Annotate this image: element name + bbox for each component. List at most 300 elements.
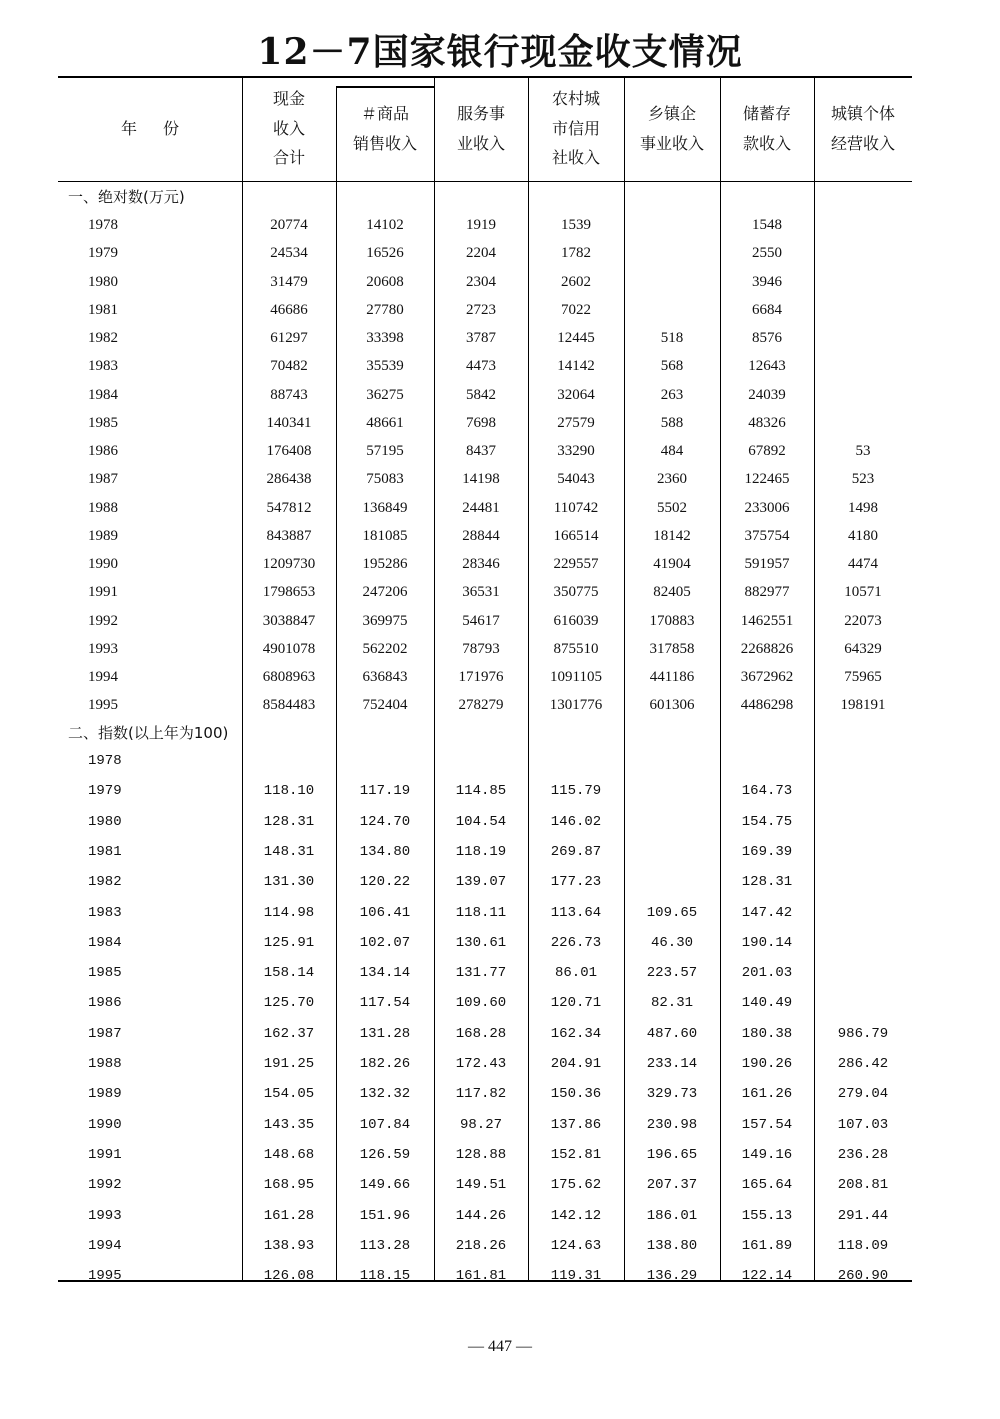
table-cell: 117.54 [359, 995, 411, 1012]
table-cell [814, 352, 912, 380]
table-cell: 1919 [466, 217, 496, 233]
table-cell: 131.28 [359, 1025, 411, 1042]
column-header [528, 76, 624, 181]
table-cell: 2268826 [740, 640, 794, 657]
header-year-char: 年 [120, 118, 137, 138]
header-year [58, 76, 242, 181]
row-year: 1981 [88, 843, 122, 860]
table-cell: 1301776 [549, 697, 603, 714]
table-cell: 201.03 [741, 965, 793, 982]
table-cell [624, 211, 720, 239]
table-cell: 8437 [466, 443, 496, 459]
table-cell: 168.28 [455, 1025, 507, 1042]
table-cell: 170883 [649, 612, 695, 629]
table-cell: 1798653 [262, 584, 316, 601]
column-header [434, 76, 528, 181]
table-cell: 190.14 [741, 934, 793, 951]
column-header [336, 76, 434, 181]
table-cell: 3038847 [262, 612, 316, 629]
table-cell: 149.51 [455, 1177, 507, 1194]
table-cell: 33290 [557, 443, 595, 459]
table-row [58, 1171, 912, 1199]
table-cell: 591957 [744, 556, 790, 572]
table-cell [624, 868, 720, 896]
table-cell: 601306 [649, 697, 695, 714]
table-cell: 875510 [553, 640, 599, 657]
table-cell: 166514 [553, 527, 599, 544]
table-cell: 2304 [466, 273, 496, 290]
table-cell: 8584483 [262, 697, 316, 714]
table-cell: 46.30 [650, 934, 693, 951]
table-cell: 67892 [748, 443, 786, 459]
table-cell: 5842 [466, 386, 496, 403]
table-cell: 1539 [561, 217, 591, 233]
table-cell: 125.70 [263, 995, 315, 1012]
table-row [58, 296, 912, 324]
table-cell: 375754 [744, 527, 790, 544]
table-cell: 175.62 [550, 1177, 602, 1194]
cash-table [58, 76, 912, 1285]
table-cell: 24039 [748, 386, 786, 403]
table-cell: 487.60 [646, 1025, 698, 1042]
table-cell: 122.14 [741, 1268, 793, 1285]
table-cell: 286438 [266, 471, 312, 488]
row-year: 1989 [88, 1086, 122, 1103]
table-row [58, 1232, 912, 1260]
table-cell: 146.02 [550, 813, 602, 830]
table-cell: 143.35 [263, 1116, 315, 1133]
column-header-line: 储蓄存 [742, 103, 791, 123]
table-cell: 119.31 [550, 1268, 602, 1285]
table-cell: 2550 [752, 245, 782, 262]
table-cell: 128.31 [263, 813, 315, 830]
table-cell: 57195 [366, 443, 404, 459]
table-cell: 2602 [561, 273, 591, 290]
table-cell: 148.31 [263, 843, 315, 860]
table-cell [814, 959, 912, 987]
column-header-line: 销售收入 [352, 133, 417, 153]
column-header-line: 服务事 [456, 103, 505, 123]
table-cell: 48326 [748, 414, 786, 431]
table-cell: 98.27 [459, 1116, 502, 1133]
table-cell: 562202 [362, 640, 408, 657]
table-cell: 48661 [366, 414, 404, 431]
table-cell: 124.63 [550, 1237, 602, 1254]
table-cell: 18142 [653, 527, 691, 544]
row-year: 1990 [88, 556, 118, 572]
table-cell: 41904 [653, 556, 691, 572]
table-cell: 36531 [462, 584, 500, 601]
table-cell: 164.73 [741, 783, 793, 800]
table-cell: 27579 [557, 414, 595, 431]
table-cell: 126.59 [359, 1146, 411, 1163]
table-row [58, 578, 912, 606]
table-cell: 176408 [266, 443, 312, 459]
table-cell: 22073 [844, 612, 882, 629]
table-cell: 109.65 [646, 904, 698, 921]
table-cell [336, 747, 434, 775]
table-cell: 317858 [649, 640, 695, 657]
table-cell [814, 747, 912, 775]
table-cell: 161.26 [741, 1086, 793, 1103]
table-cell: 122465 [744, 471, 790, 488]
table-cell: 113.28 [359, 1237, 411, 1254]
table-cell: 149.66 [359, 1177, 411, 1194]
table-cell: 12643 [748, 358, 786, 375]
table-cell: 177.23 [550, 874, 602, 891]
table-cell: 137.86 [550, 1116, 602, 1133]
table-cell: 16526 [366, 245, 404, 262]
table-cell: 1782 [561, 245, 591, 262]
table-row [58, 352, 912, 380]
table-cell: 3672962 [740, 669, 794, 685]
table-cell: 118.19 [455, 843, 507, 860]
table-cell: 181085 [362, 527, 408, 544]
table-cell: 2360 [657, 471, 687, 488]
table-cell: 269.87 [550, 843, 602, 860]
table-row [58, 1111, 912, 1139]
table-cell: 2204 [466, 245, 496, 262]
row-year: 1980 [88, 273, 118, 290]
table-row [58, 1050, 912, 1078]
section-label: 二、指数(以上年为100) [68, 724, 229, 742]
table-cell: 114.85 [455, 783, 507, 800]
table-cell: 2723 [466, 301, 496, 318]
table-cell: 1498 [848, 499, 878, 516]
table-cell: 180.38 [741, 1025, 793, 1042]
table-cell: 24534 [270, 245, 308, 262]
table-cell: 247206 [362, 584, 408, 601]
table-cell: 4901078 [262, 640, 316, 657]
row-year: 1984 [88, 934, 122, 951]
table-cell: 106.41 [359, 904, 411, 921]
table-cell [624, 808, 720, 836]
column-header-line: 业收入 [456, 133, 505, 153]
table-cell [242, 747, 336, 775]
row-year: 1981 [88, 301, 118, 318]
table-cell: 190.26 [741, 1056, 793, 1072]
table-cell: 169.39 [741, 843, 793, 860]
column-header-line: 款收入 [742, 133, 791, 153]
table-cell: 147.42 [741, 904, 793, 921]
row-year: 1978 [88, 753, 122, 769]
row-year: 1995 [88, 1268, 122, 1285]
table-cell: 130.61 [455, 934, 507, 951]
row-year: 1993 [88, 640, 118, 657]
table-cell: 1091105 [550, 669, 602, 685]
table-cell: 236.28 [837, 1146, 889, 1163]
table-cell: 588 [660, 414, 684, 431]
table-cell: 120.71 [550, 995, 602, 1012]
row-year: 1990 [88, 1116, 122, 1133]
table-cell: 118.10 [263, 783, 315, 800]
row-year: 1978 [88, 217, 118, 233]
table-cell: 124.70 [359, 813, 411, 830]
row-year: 1987 [88, 471, 118, 488]
table-cell: 286.42 [837, 1056, 889, 1072]
table-cell [814, 808, 912, 836]
table-cell: 1209730 [262, 556, 316, 572]
table-cell [814, 268, 912, 296]
table-cell: 191.25 [263, 1056, 315, 1072]
table-cell: 149.16 [741, 1146, 793, 1163]
table-cell [814, 239, 912, 267]
table-cell: 144.26 [455, 1207, 507, 1224]
table-cell: 136.29 [646, 1268, 698, 1285]
table-cell: 54043 [557, 471, 595, 488]
row-year: 1995 [88, 697, 118, 714]
table-row [58, 635, 912, 663]
table-cell: 113.64 [550, 904, 602, 921]
table-cell: 291.44 [837, 1207, 889, 1224]
table-cell: 3787 [466, 330, 496, 346]
table-row [58, 777, 912, 805]
table-cell: 134.14 [359, 965, 411, 982]
table-cell: 151.96 [359, 1207, 411, 1224]
table-cell: 207.37 [646, 1177, 698, 1194]
row-year: 1986 [88, 995, 122, 1012]
table-cell: 117.82 [455, 1086, 507, 1103]
table-cell [814, 929, 912, 957]
table-cell: 260.90 [837, 1268, 889, 1285]
table-cell: 369975 [362, 612, 408, 629]
row-year: 1993 [88, 1207, 122, 1224]
table-cell: 186.01 [646, 1207, 698, 1224]
table-cell: 131.30 [263, 874, 315, 891]
table-cell: 843887 [266, 527, 312, 544]
table-cell: 4180 [848, 527, 878, 544]
table-row [58, 381, 912, 409]
table-cell: 171976 [458, 669, 504, 685]
table-cell: 88743 [270, 386, 308, 403]
table-cell: 64329 [844, 640, 882, 657]
column-header-line: 合计 [272, 148, 305, 168]
table-cell: 196.65 [646, 1146, 698, 1163]
row-year: 1992 [88, 1177, 122, 1194]
table-cell: 882977 [744, 584, 790, 601]
table-row [58, 1202, 912, 1230]
row-year: 1994 [88, 669, 118, 685]
table-cell: 114.98 [263, 904, 315, 921]
table-row [58, 409, 912, 437]
row-year: 1988 [88, 1056, 122, 1072]
row-year: 1994 [88, 1237, 122, 1254]
table-row [58, 868, 912, 896]
table-cell: 158.14 [263, 965, 315, 982]
table-cell: 6684 [752, 301, 782, 318]
table-cell: 75083 [366, 471, 404, 488]
table-cell: 115.79 [550, 783, 602, 800]
table-row [58, 239, 912, 267]
table-cell: 78793 [462, 640, 500, 657]
table-cell: 154.75 [741, 813, 793, 830]
table-cell: 233006 [744, 499, 790, 516]
row-year: 1992 [88, 612, 118, 629]
table-cell: 3946 [752, 273, 782, 290]
table-cell [528, 747, 624, 775]
table-cell: 82.31 [650, 995, 693, 1012]
table-cell: 12445 [557, 330, 595, 346]
table-cell: 4474 [848, 556, 878, 572]
table-cell: 31479 [270, 273, 308, 290]
table-cell: 162.34 [550, 1025, 602, 1042]
table-cell: 263 [660, 386, 684, 403]
table-cell: 4486298 [740, 697, 794, 714]
table-cell: 7698 [466, 414, 496, 431]
table-cell: 75965 [844, 669, 882, 685]
table-row [58, 607, 912, 635]
table-row [58, 691, 912, 719]
header-rule [58, 181, 912, 182]
row-year: 1979 [88, 245, 118, 262]
column-header-line: 乡镇企 [647, 103, 696, 123]
table-cell: 161.89 [741, 1237, 793, 1254]
row-year: 1986 [88, 443, 118, 459]
table-cell: 152.81 [550, 1146, 602, 1163]
table-cell: 142.12 [550, 1207, 602, 1224]
column-header [242, 76, 336, 181]
table-cell: 233.14 [646, 1056, 698, 1072]
table-row [58, 268, 912, 296]
table-row [58, 465, 912, 493]
table-cell: 107.03 [837, 1116, 889, 1133]
table-cell: 28844 [462, 527, 500, 544]
table-cell [814, 211, 912, 239]
page-title: 12－7国家银行现金收支情况 [257, 31, 743, 73]
table-cell [624, 838, 720, 866]
column-header [720, 76, 814, 181]
row-year: 1989 [88, 527, 118, 544]
table-cell: 154.05 [263, 1086, 315, 1103]
row-year: 1991 [88, 1146, 122, 1163]
table-cell: 70482 [270, 358, 308, 375]
table-row [58, 494, 912, 522]
table-cell [624, 296, 720, 324]
table-cell: 107.84 [359, 1116, 411, 1133]
table-cell [624, 268, 720, 296]
table-cell: 204.91 [550, 1056, 602, 1072]
table-cell: 279.04 [837, 1086, 889, 1103]
table-row [58, 663, 912, 691]
table-cell: 104.54 [455, 813, 507, 830]
section-label: 一、绝对数(万元) [68, 188, 185, 206]
table-cell: 161.28 [263, 1207, 315, 1224]
table-cell: 61297 [270, 330, 308, 346]
table-cell: 117.19 [359, 783, 411, 800]
table-cell [814, 989, 912, 1017]
table-cell: 132.32 [359, 1086, 411, 1103]
table-cell [624, 747, 720, 775]
table-cell: 138.80 [646, 1237, 698, 1254]
row-year: 1984 [88, 386, 118, 403]
table-cell: 162.37 [263, 1025, 315, 1042]
table-row [58, 747, 912, 775]
row-year: 1983 [88, 904, 122, 921]
table-cell: 636843 [362, 669, 408, 685]
table-cell [720, 747, 814, 775]
table-row [58, 838, 912, 866]
row-year: 1985 [88, 965, 122, 982]
table-cell: 86.01 [554, 965, 597, 982]
table-cell: 118.15 [359, 1268, 411, 1285]
table-cell: 616039 [553, 612, 599, 629]
table-cell: 109.60 [455, 995, 507, 1012]
table-row [58, 1141, 912, 1169]
table-cell: 4473 [466, 358, 496, 375]
row-year: 1988 [88, 499, 118, 516]
table-cell [434, 747, 528, 775]
table-cell: 14102 [366, 217, 404, 233]
column-header-line: 社收入 [551, 148, 600, 168]
table-cell: 102.07 [359, 934, 411, 951]
row-year: 1979 [88, 783, 122, 800]
table-cell: 150.36 [550, 1086, 602, 1103]
table-cell: 24481 [462, 499, 500, 516]
header-year-char: 份 [162, 118, 179, 138]
table-cell: 518 [660, 330, 684, 346]
table-cell: 226.73 [550, 934, 602, 951]
table-cell: 10571 [844, 584, 882, 601]
table-cell: 168.95 [263, 1177, 315, 1194]
table-cell: 118.09 [837, 1237, 889, 1254]
table-cell: 195286 [362, 556, 408, 572]
column-header-line: 城镇个体 [830, 103, 895, 123]
table-cell: 568 [660, 358, 684, 375]
table-cell [814, 409, 912, 437]
table-cell: 182.26 [359, 1056, 411, 1072]
table-cell: 230.98 [646, 1116, 698, 1133]
table-cell: 148.68 [263, 1146, 315, 1163]
table-cell: 329.73 [646, 1086, 698, 1103]
table-cell: 139.07 [455, 874, 507, 891]
table-cell: 120.22 [359, 874, 411, 891]
table-cell: 350775 [553, 584, 599, 601]
table-cell: 28346 [462, 556, 500, 572]
table-cell: 5502 [657, 499, 687, 516]
table-cell: 36275 [366, 386, 404, 403]
column-header [624, 76, 720, 181]
table-cell: 32064 [557, 386, 595, 403]
table-cell: 54617 [462, 612, 500, 629]
table-cell: 155.13 [741, 1207, 793, 1224]
column-header-line: 现金 [272, 89, 305, 109]
row-year: 1980 [88, 813, 122, 830]
column-header-line: 事业收入 [639, 133, 704, 153]
column-header [814, 76, 912, 181]
table-cell: 53 [855, 443, 871, 459]
table-row [58, 899, 912, 927]
table-cell: 523 [851, 471, 875, 488]
row-year: 1983 [88, 358, 118, 375]
table-row [58, 437, 912, 465]
table-cell: 82405 [653, 584, 691, 601]
table-cell: 118.11 [455, 904, 507, 921]
table-cell: 198191 [840, 697, 886, 714]
table-cell [814, 381, 912, 409]
table-cell: 8576 [752, 330, 782, 346]
table-cell: 131.77 [455, 965, 507, 982]
table-cell: 128.31 [741, 874, 793, 891]
row-year: 1987 [88, 1025, 122, 1042]
table-cell: 161.81 [455, 1268, 507, 1285]
table-row [58, 550, 912, 578]
table-cell: 1462551 [740, 612, 794, 629]
row-year: 1982 [88, 874, 122, 891]
table-cell: 126.08 [263, 1268, 315, 1285]
table-cell: 441186 [649, 669, 695, 685]
table-row [58, 1020, 912, 1048]
table-cell: 136849 [362, 499, 408, 516]
